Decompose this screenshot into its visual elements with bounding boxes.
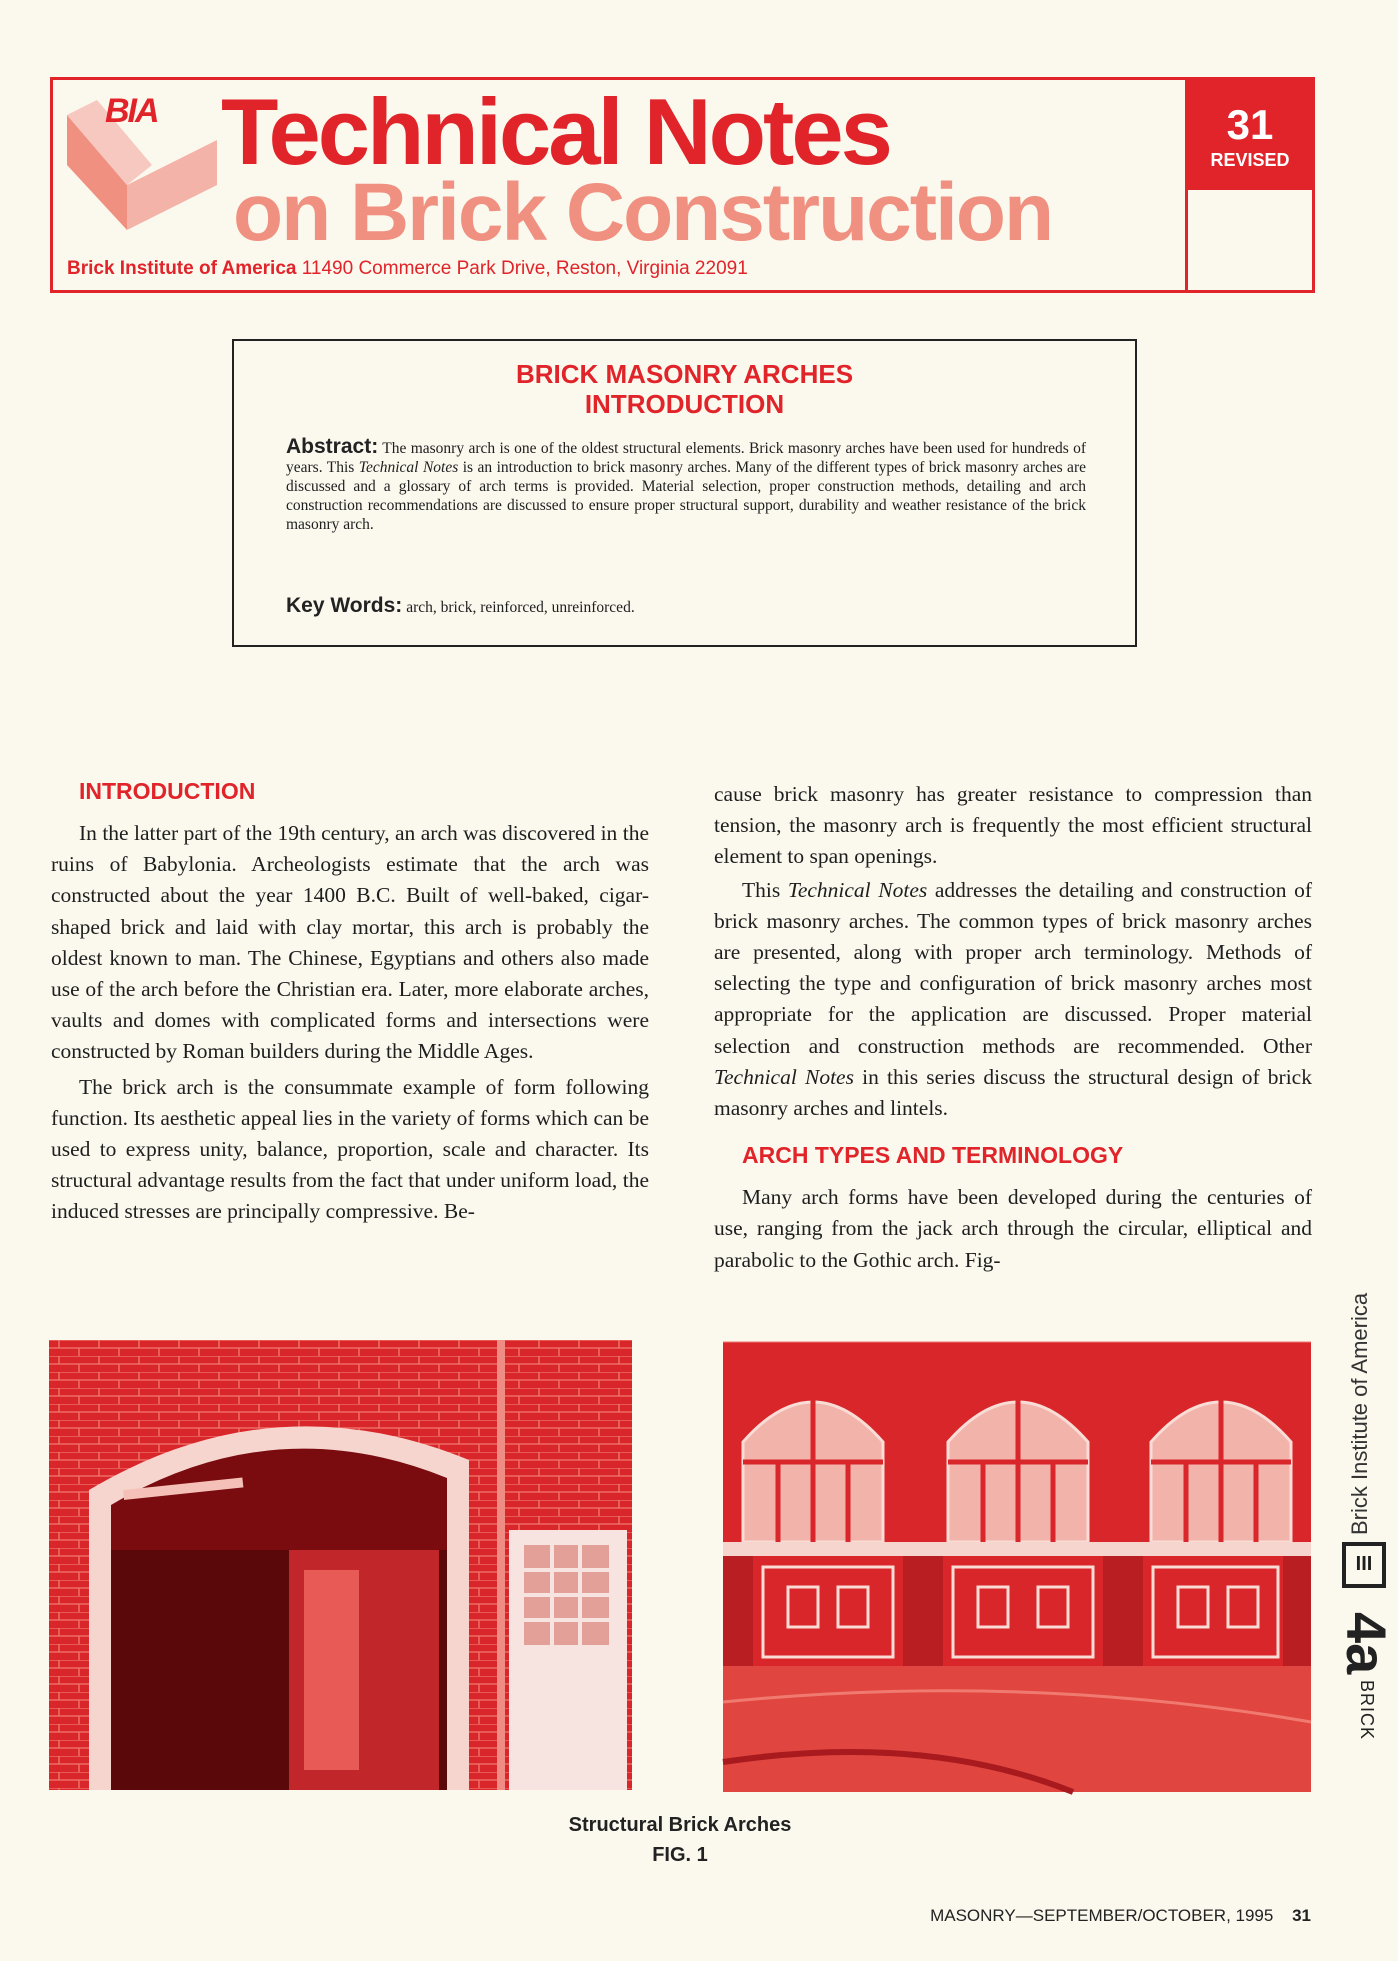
header-banner: [50, 77, 1315, 293]
masthead-subtitle: on Brick Construction: [233, 167, 1053, 258]
title-line-2: INTRODUCTION: [584, 389, 785, 419]
org-name: Brick Institute of America: [67, 258, 297, 279]
title-line-1: BRICK MASONRY ARCHES: [515, 359, 854, 389]
body-column-left: [51, 776, 649, 1228]
page-footer: [930, 1906, 1311, 1926]
keywords-line: [286, 594, 1086, 618]
abstract-text-2: is an introduction to brick masonry arches. Many of the different types of brick masonry arches are discussed and a glossary of arch terms is provided. Material selection, proper construction methods, detailing and arch construction recommendations are discussed to ensure proper structural support, durability and weather resistance of the brick masonry arch.: [286, 459, 1086, 533]
arched-windows-illustration: [723, 1342, 1311, 1792]
side-tab-badge: III: [1342, 1542, 1386, 1588]
side-tab-code: 4a: [1335, 1612, 1398, 1675]
figure-label: FIG. 1: [652, 1844, 708, 1866]
abstract-paragraph: [286, 437, 1086, 534]
page-number: 31: [1292, 1906, 1311, 1925]
side-tab-category: BRICK: [1357, 1680, 1377, 1741]
issue-number-panel: [1188, 80, 1312, 190]
p3-text-b: addresses the detailing and construction of brick masonry arches. The common types of brick masonry arches are presented, along with proper arch terminology. Methods of selecting the type and configuration of brick masonry arches most appropriate for the application are discussed. Proper material selection and construction methods are recommended. Other: [714, 877, 1312, 1058]
figure-caption-title: Structural Brick Arches: [568, 1814, 792, 1836]
intro-paragraph-3: [714, 875, 1312, 1125]
p3-text-a: This: [742, 877, 788, 902]
issue-status: REVISED: [1210, 150, 1290, 170]
body-column-right: [714, 779, 1312, 1276]
side-tab-publisher: Brick Institute of America: [1347, 1292, 1372, 1535]
abstract-text-italic: Technical Notes: [358, 459, 459, 476]
photo-arched-windows: [723, 1342, 1311, 1792]
arch-types-heading: ARCH TYPES AND TERMINOLOGY: [742, 1142, 1124, 1169]
masthead-title: Technical Notes: [221, 79, 890, 184]
publication-info: MASONRY—SEPTEMBER/OCTOBER, 1995: [930, 1906, 1274, 1925]
abstract-label: Abstract:: [286, 435, 379, 458]
figure-caption: [480, 1810, 880, 1870]
intro-paragraph-2: The brick arch is the consummate example of form following function. Its aesthetic appeal lies in the variety of forms which can be used to express unity, balance, proportion, scale and character. Its structural advantage results from the fact that under uniform load, the induced stresses are principally compressive. Be-: [51, 1074, 649, 1224]
p3-text-c: in this series discuss the structural design of brick masonry arches and lintels.: [714, 1064, 1312, 1121]
issue-number: 31: [1226, 101, 1274, 148]
garage-arch-illustration: [49, 1340, 632, 1790]
p3-italic-1: Technical Notes: [787, 877, 928, 902]
abstract-box: [232, 339, 1137, 647]
logo-text: BIA: [105, 92, 158, 130]
abstract-text-1: The masonry arch is one of the oldest structural elements. Brick masonry arches have been used for hundreds of years. This: [286, 440, 1086, 476]
intro-paragraph-2-continued: cause brick masonry has greater resistance to compression than tension, the masonry arch is frequently the most efficient structural element to span openings.: [714, 782, 1312, 869]
address-text: 11490 Commerce Park Drive, Reston, Virginia 22091: [301, 258, 748, 279]
introduction-heading: INTRODUCTION: [79, 778, 256, 804]
keywords-label: Key Words:: [286, 594, 403, 617]
document-title: [234, 359, 1135, 419]
arch-types-paragraph-1: Many arch forms have been developed during the centuries of use, ranging from the jack arch through the circular, elliptical and parabolic to the Gothic arch. Fig-: [714, 1185, 1312, 1272]
issue-box: [1185, 77, 1315, 293]
photo-garage-arch: [49, 1340, 632, 1790]
keywords-text: arch, brick, reinforced, unreinforced.: [406, 599, 635, 616]
intro-paragraph-1: In the latter part of the 19th century, an arch was discovered in the ruins of Babylonia. Archeologists estimate that the arch was constructed about the year 1400 B.C. Built of well-baked, cigar-shaped brick and laid with clay mortar, this arch is probably the oldest known to man. The Chinese, Egyptians and others also made use of the arch before the Christian era. Later, more elaborate arches, vaults and domes with complicated forms and intersections were constructed by Roman builders during the Middle Ages.: [51, 821, 649, 1064]
p3-italic-2: Technical Notes: [714, 1064, 854, 1089]
publisher-address: [67, 258, 748, 280]
